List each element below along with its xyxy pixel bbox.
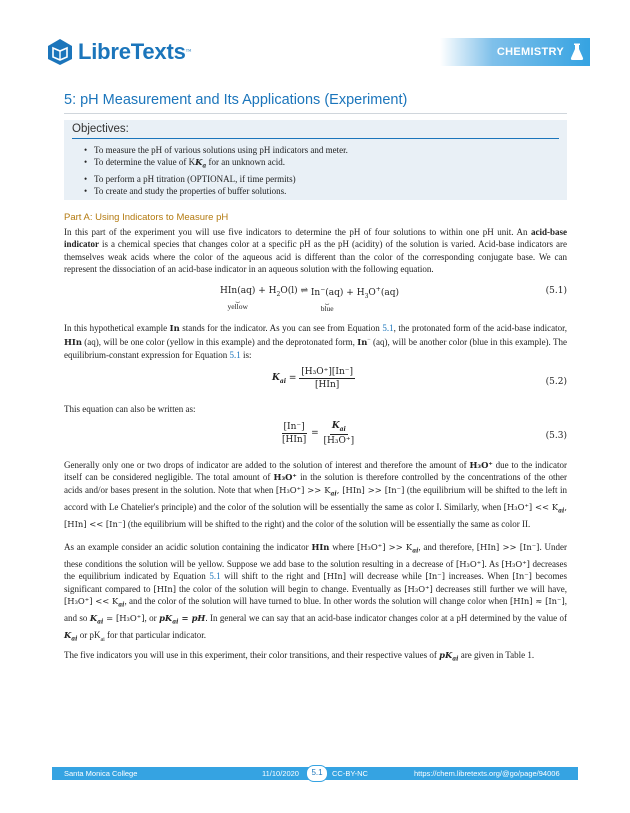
equation-link[interactable]: 5.1 <box>382 323 394 333</box>
paragraph-rewritten: This equation can also be written as: <box>64 404 196 414</box>
hin-term: HIn(aq) ⏟ yellow <box>220 286 256 311</box>
flask-icon <box>570 43 584 61</box>
footer-url-link[interactable]: https://chem.libretexts.org/@go/page/94006 <box>414 769 560 778</box>
equation-number-5-3: (5.3) <box>545 431 567 441</box>
page-footer <box>52 767 578 780</box>
banner-label: CHEMISTRY <box>496 46 564 58</box>
list-item: • To create and study the properties of buffer solutions. <box>84 185 559 197</box>
equation-5-2: $K_{ai}$ = $\frac{\text{[H₃O⁺][In⁻]}}{\text{[HIn]}}$ (5.2) <box>272 367 567 390</box>
libretexts-logo[interactable] <box>46 38 192 66</box>
footer-college: Santa Monica College <box>64 769 138 778</box>
page-title: 5: pH Measurement and Its Applications (Experiment) <box>64 92 567 114</box>
equation-5-3: $\frac{[In^-]}{\text{[HIn]}}$ = $\frac{K_{ai}}{\text{[H₃O⁺]}}$ (5.3) <box>282 421 567 446</box>
label-yellow: yellow <box>227 302 248 311</box>
section-heading-part-a: Part A: Using Indicators to Measure pH <box>64 212 229 223</box>
footer-date: 11/10/2020 <box>262 769 299 778</box>
objectives-list <box>72 144 559 197</box>
list-item: • To perform a pH titration (OPTIONAL, if time permits) <box>84 173 559 185</box>
page-number-badge: 5.1 <box>306 765 328 782</box>
paragraph-acidic-example: As an example consider an acidic solution containing the indicator HIn where $[H_3O^+] >> K_{ai}$, and therefore, [HIn] >> [In⁻]. Under these conditions the solution will be yellow. Suppose we add base to the solution resulting in a decrease of [H₃O⁺]. As [H₃O⁺] decreases the equilibrium indicated by Equation 5.1 will shift to the right and [HIn] will decrease while [In⁻] increases. When [In⁻] becomes significant compared to [HIn] the color of the solution will begin to change. Eventually as [H₃O⁺] decreases still further we will have, $[H_3O^+] << K_{ai}$, and the color of the solution will have turned to blue. In other words the solution will change color when [HIn] ≈ [In⁻], and so $K_{ai} = [H_3O^+]$, or $pK_{ai}$ = pH. In general we can say that an acid-base indicator changes color at a pH determined by the value of $K_{ai}$ or $pK_{ai}$ for that particular indicator. <box>64 542 567 644</box>
logo-text: LibreTexts <box>78 39 186 64</box>
in-minus-term: In−(aq) ⏟ blue <box>310 286 344 313</box>
paragraph-indicator-drops: Generally only one or two drops of indicator are added to the solution of interest and therefore the amount of H₃O⁺ due to the indicator itself can be considered negligible. The total amount of H₃O⁺ in the solution is therefore controlled by the concentrations of the other acids and/or bases present in the solution. Note that when $[H_3O^+] >> K_{ai}$, [HIn] >> [In⁻] (the equilibrium will be shifted to the left in accord with Le Chatelier's principle) and the color of the solution will be essentially the same as color I. Similarly, when $[H_3O^+] << K_{ai}$, [HIn] << [In⁻] (the equilibrium will be shifted to the right) and the color of the solution will be essentially the same as color II. <box>64 460 567 529</box>
objectives-box <box>64 120 567 200</box>
page-header <box>0 30 630 80</box>
footer-license[interactable]: CC-BY-NC <box>332 769 368 778</box>
equation-number-5-2: (5.2) <box>545 377 567 387</box>
paragraph-five-indicators: The five indicators you will use in this experiment, their color transitions, and their respective values of $pK_{ai}$ are given in Table 1. <box>64 650 535 663</box>
equation-number-5-1: (5.1) <box>545 286 567 296</box>
logo-trademark: ™ <box>185 49 192 55</box>
chemistry-banner[interactable] <box>440 38 590 66</box>
term-acid-base-indicator: acid-base indicator <box>64 227 567 250</box>
list-item: • To measure the pH of various solutions using pH indicators and meter. <box>84 144 559 156</box>
list-item: • To determine the value of $KK_a$ for an unknown acid. <box>84 156 559 173</box>
label-blue: blue <box>320 304 334 313</box>
equation-link[interactable]: 5.1 <box>209 571 221 582</box>
libretexts-book-icon <box>46 38 74 66</box>
equation-5-1: HIn(aq) ⏟ yellow + $H_2O(l)$ ⇌ In−(aq) ⏟ blue + $H_3O^+(aq)$ (5.1) <box>220 286 567 313</box>
objectives-heading: Objectives: <box>72 123 559 139</box>
equation-link[interactable]: 5.1 <box>229 349 241 360</box>
paragraph-intro: In this part of the experiment you will use five indicators to determine the pH of four solutions to within one pH unit. An acid-base indicator is a chemical species that changes color at a specific pH as the pH (acidity) of the solution is varied. Acid-base indicators are themselves weak acids where the color of the aqueous acid is different than the color of the corresponding conjugate base. We can represent the dissociation of an acid-base indicator in an aqueous solution with the following equation. <box>64 227 567 275</box>
paragraph-hypothetical: In this hypothetical example In stands for the indicator. As you can see from Equation 5.1, the protonated form of the acid-base indicator, HIn (aq), will be one color (yellow in this example) and the deprotonated form, In− (aq), will be another color (blue in this example). The equilibrium-constant expression for Equation 5.1 is: <box>64 323 567 360</box>
